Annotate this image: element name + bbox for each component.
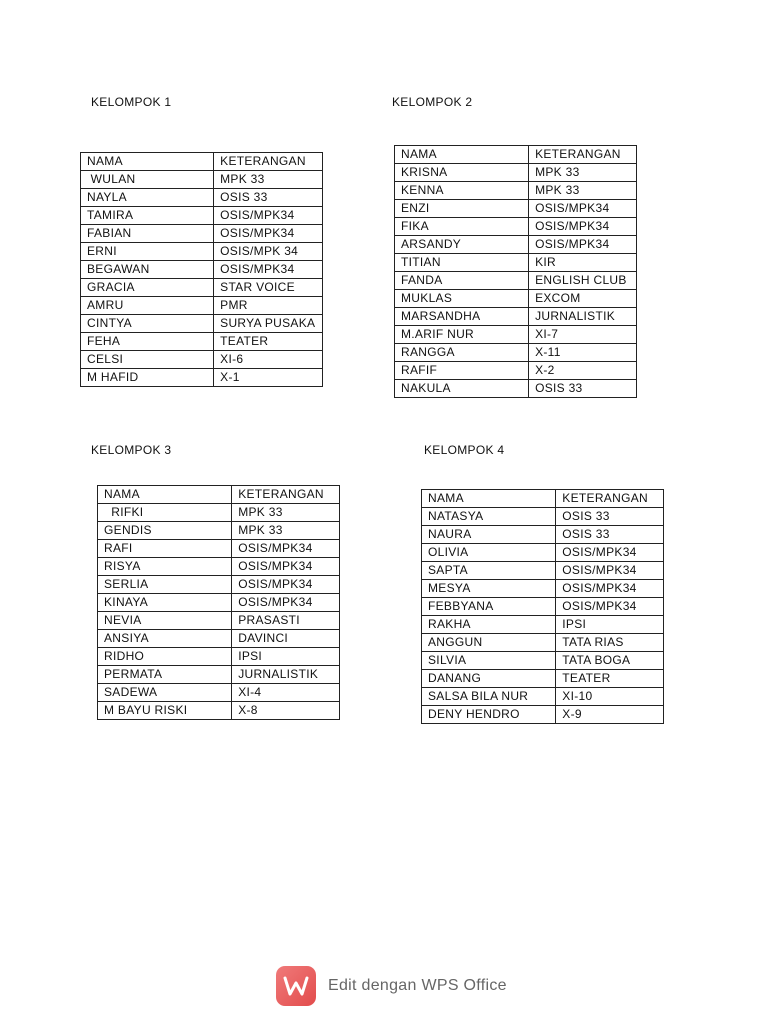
table-row [395,200,637,218]
wps-logo-icon[interactable] [276,966,316,1006]
table-row [81,369,323,387]
cell-keterangan: XI-6 [214,351,323,369]
cell-nama: SALSA BILA NUR [422,688,556,706]
cell-nama: PERMATA [98,666,232,684]
table-row [395,344,637,362]
table-row [98,702,340,720]
table-row [98,558,340,576]
cell-keterangan: OSIS/MPK34 [214,225,323,243]
cell-keterangan: OSIS/MPK34 [529,236,637,254]
cell-nama: RIFKI [98,504,232,522]
group-table-1 [80,152,323,387]
cell-keterangan: X-1 [214,369,323,387]
header-nama: NAMA [81,153,214,171]
table-row [422,634,664,652]
table-row [98,504,340,522]
header-nama: NAMA [395,146,529,164]
cell-nama: MARSANDHA [395,308,529,326]
table-row [98,612,340,630]
cell-keterangan: SURYA PUSAKA [214,315,323,333]
cell-nama: SERLIA [98,576,232,594]
table-row [395,290,637,308]
cell-nama: M HAFID [81,369,214,387]
cell-keterangan: PMR [214,297,323,315]
wps-edit-link[interactable]: Edit dengan WPS Office [328,977,507,994]
header-keterangan: KETERANGAN [214,153,323,171]
cell-keterangan: OSIS/MPK34 [529,200,637,218]
table-row [422,544,664,562]
cell-nama: MUKLAS [395,290,529,308]
table-row [81,279,323,297]
cell-nama: KRISNA [395,164,529,182]
cell-keterangan: X-8 [232,702,340,720]
cell-nama: NEVIA [98,612,232,630]
table-row [422,598,664,616]
cell-keterangan: XI-10 [556,688,664,706]
table-row [81,243,323,261]
cell-keterangan: OSIS 33 [556,508,664,526]
cell-nama: NAYLA [81,189,214,207]
cell-nama: DANANG [422,670,556,688]
cell-nama: NATASYA [422,508,556,526]
cell-keterangan: EXCOM [529,290,637,308]
table-row [81,189,323,207]
table-row [395,236,637,254]
group-title-1: KELOMPOK 1 [91,95,172,109]
group-table-4 [421,489,664,724]
table-row [395,308,637,326]
table-row [395,272,637,290]
cell-nama: NAURA [422,526,556,544]
cell-keterangan: OSIS/MPK 34 [214,243,323,261]
table-row [81,225,323,243]
table-row [422,616,664,634]
table-header-row [395,146,637,164]
cell-nama: SAPTA [422,562,556,580]
cell-keterangan: OSIS 33 [529,380,637,398]
table-row [98,666,340,684]
cell-keterangan: XI-4 [232,684,340,702]
cell-nama: FEBBYANA [422,598,556,616]
header-nama: NAMA [98,486,232,504]
cell-nama: RAKHA [422,616,556,634]
group-title-3: KELOMPOK 3 [91,443,172,457]
group-title-4: KELOMPOK 4 [424,443,505,457]
cell-nama: RAFI [98,540,232,558]
table-row [422,508,664,526]
cell-keterangan: OSIS/MPK34 [232,558,340,576]
cell-keterangan: IPSI [232,648,340,666]
cell-keterangan: OSIS/MPK34 [214,207,323,225]
cell-nama: M BAYU RISKI [98,702,232,720]
cell-nama: ANGGUN [422,634,556,652]
table-row [98,684,340,702]
cell-nama: WULAN [81,171,214,189]
cell-keterangan: XI-7 [529,326,637,344]
table-row [98,594,340,612]
cell-nama: DENY HENDRO [422,706,556,724]
group-table-3 [97,485,340,720]
cell-keterangan: JURNALISTIK [232,666,340,684]
table-row [422,688,664,706]
cell-nama: SILVIA [422,652,556,670]
cell-keterangan: MPK 33 [232,504,340,522]
cell-nama: AMRU [81,297,214,315]
cell-keterangan: OSIS/MPK34 [232,576,340,594]
cell-nama: FEHA [81,333,214,351]
cell-keterangan: TEATER [214,333,323,351]
table-row [395,362,637,380]
cell-nama: MESYA [422,580,556,598]
table-header-row [422,490,664,508]
cell-nama: RANGGA [395,344,529,362]
cell-keterangan: IPSI [556,616,664,634]
cell-keterangan: OSIS 33 [214,189,323,207]
cell-nama: BEGAWAN [81,261,214,279]
cell-nama: KINAYA [98,594,232,612]
header-nama: NAMA [422,490,556,508]
cell-nama: M.ARIF NUR [395,326,529,344]
cell-keterangan: STAR VOICE [214,279,323,297]
cell-keterangan: JURNALISTIK [529,308,637,326]
cell-keterangan: TEATER [556,670,664,688]
cell-nama: NAKULA [395,380,529,398]
group-table-2 [394,145,637,398]
table-row [395,326,637,344]
table-header-row [81,153,323,171]
table-row [81,315,323,333]
table-row [395,254,637,272]
cell-keterangan: TATA RIAS [556,634,664,652]
cell-keterangan: KIR [529,254,637,272]
cell-keterangan: OSIS 33 [556,526,664,544]
cell-nama: ARSANDY [395,236,529,254]
table-row [395,182,637,200]
table-row [98,648,340,666]
group-title-2: KELOMPOK 2 [392,95,473,109]
table-row [81,207,323,225]
header-keterangan: KETERANGAN [232,486,340,504]
cell-nama: ERNI [81,243,214,261]
cell-keterangan: DAVINCI [232,630,340,648]
cell-nama: RIDHO [98,648,232,666]
cell-keterangan: OSIS/MPK34 [232,594,340,612]
cell-keterangan: X-11 [529,344,637,362]
table-row [395,164,637,182]
cell-nama: FANDA [395,272,529,290]
cell-nama: CELSI [81,351,214,369]
table-row [81,297,323,315]
table-row [98,630,340,648]
cell-nama: RAFIF [395,362,529,380]
cell-keterangan: ENGLISH CLUB [529,272,637,290]
table-row [422,580,664,598]
cell-nama: TAMIRA [81,207,214,225]
table-row [81,171,323,189]
table-row [422,562,664,580]
cell-nama: SADEWA [98,684,232,702]
table-row [395,218,637,236]
cell-keterangan: X-2 [529,362,637,380]
cell-keterangan: OSIS/MPK34 [556,580,664,598]
cell-keterangan: TATA BOGA [556,652,664,670]
table-row [81,333,323,351]
table-row [98,576,340,594]
cell-keterangan: OSIS/MPK34 [556,562,664,580]
table-row [81,351,323,369]
cell-keterangan: OSIS/MPK34 [556,544,664,562]
cell-keterangan: OSIS/MPK34 [529,218,637,236]
cell-keterangan: MPK 33 [232,522,340,540]
table-row [81,261,323,279]
cell-keterangan: OSIS/MPK34 [214,261,323,279]
cell-nama: TITIAN [395,254,529,272]
cell-nama: OLIVIA [422,544,556,562]
table-row [422,652,664,670]
table-row [98,540,340,558]
cell-keterangan: MPK 33 [529,164,637,182]
table-row [422,706,664,724]
cell-nama: GENDIS [98,522,232,540]
cell-nama: FIKA [395,218,529,236]
cell-nama: ANSIYA [98,630,232,648]
cell-keterangan: MPK 33 [529,182,637,200]
cell-keterangan: OSIS/MPK34 [232,540,340,558]
table-row [422,670,664,688]
cell-nama: ENZI [395,200,529,218]
table-row [395,380,637,398]
header-keterangan: KETERANGAN [556,490,664,508]
cell-nama: CINTYA [81,315,214,333]
table-row [98,522,340,540]
cell-keterangan: OSIS/MPK34 [556,598,664,616]
cell-nama: KENNA [395,182,529,200]
table-header-row [98,486,340,504]
cell-nama: FABIAN [81,225,214,243]
table-row [422,526,664,544]
cell-keterangan: PRASASTI [232,612,340,630]
cell-nama: RISYA [98,558,232,576]
cell-keterangan: X-9 [556,706,664,724]
cell-keterangan: MPK 33 [214,171,323,189]
header-keterangan: KETERANGAN [529,146,637,164]
cell-nama: GRACIA [81,279,214,297]
